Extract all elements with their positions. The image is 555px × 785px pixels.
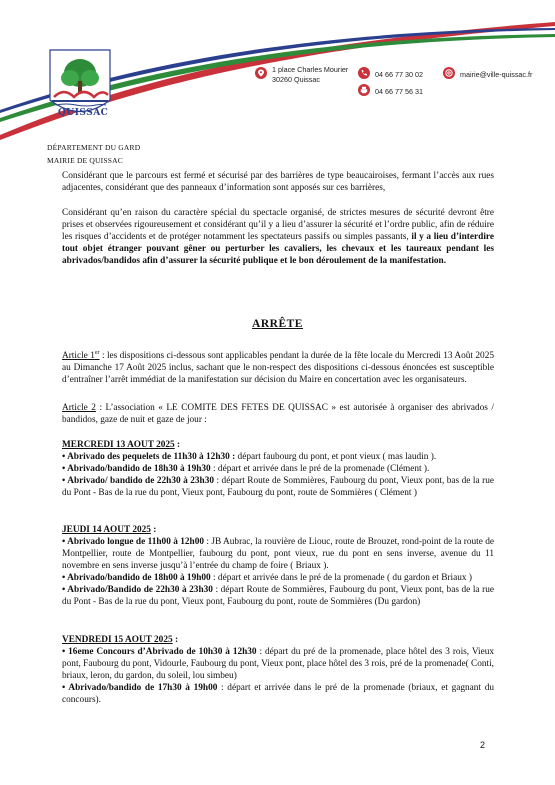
day-heading-text: MERCREDI 13 AOUT 2025 xyxy=(62,440,175,450)
phone-number: 04 66 77 30 02 xyxy=(375,70,423,79)
schedule-item-time: • Abrivado/bandido de 17h30 à 19h00 xyxy=(62,683,218,693)
arrete-title: ARRÊTE xyxy=(252,318,303,330)
schedule-item-route: départ faubourg du pont, et pont vieux ( mas laudin ). xyxy=(235,452,437,462)
schedule-item-time: • Abrivado/bandido de 18h30 à 19h30 xyxy=(62,464,211,474)
article-2 xyxy=(62,402,494,426)
schedule-item-time: • Abrivado/Bandido de 22h30 à 23h30 xyxy=(62,585,213,595)
day-section xyxy=(62,524,494,608)
location-pin-icon xyxy=(255,67,267,79)
schedule-item-route: : départ et arrivée dans le pré de la promenade (briaux, et gagnant du concours). xyxy=(62,683,494,705)
day-heading-suffix: : xyxy=(150,525,157,535)
day-heading xyxy=(62,439,494,451)
address-line-2: 30260 Quissac xyxy=(272,75,320,84)
fax-icon xyxy=(358,84,370,96)
paragraph-security xyxy=(62,207,494,267)
article-1 xyxy=(62,347,494,386)
article-1-label-text: Article 1 xyxy=(62,351,95,362)
schedule-item xyxy=(62,584,494,608)
paragraph-security-bold: il y a lieu d’interdire tout objet étranger pouvant gêner ou perturber les cavaliers, les chevaux et les taureaux pendant les abrivados/bandidos afin d’assurer la sécurité publique et le bon déroulement de la manifestation. xyxy=(62,232,494,266)
schedule-item-route: : départ Route de Sommières, Faubourg du pont, Vieux pont, bas de la rue du Pont - Bas de la rue du pont, Vieux pont, Faubourg du pont, route de Sommières (Du gardon) xyxy=(62,585,494,607)
day-heading xyxy=(62,634,494,646)
paragraph-security-text: Considérant qu’en raison du caractère spécial du spectacle organisé, de strictes mesures de sécurité devront être prises et observées rigoureusement et considérant qu’il y a lieu d’assurer la sécurité et l’ordre public, afin de réduire les risques d’accidents et de protéger notamment les spectateurs passifs ou simples passants, xyxy=(62,208,494,242)
schedule-item xyxy=(62,572,494,584)
address-line-1: 1 place Charles Mourier xyxy=(272,65,349,74)
schedule-item xyxy=(62,475,494,499)
department-label: DÉPARTEMENT DU GARD xyxy=(47,143,141,152)
day-heading xyxy=(62,524,494,536)
email-icon xyxy=(443,67,455,79)
article-2-text: : L’association « LE COMITE DES FETES DE QUISSAC » est autorisée à organiser des abrivados / bandidos, gaze de nuit et gaze de jour : xyxy=(62,403,494,425)
logo-text: QUISSAC xyxy=(58,108,109,118)
schedule-item-route: : départ Route de Sommières, Faubourg du pont, Vieux pont, bas de la rue du Pont - Bas de la rue du pont, Vieux pont, Faubourg du pont, route de Sommières ( Clément ) xyxy=(62,476,494,498)
mairie-label: MAIRIE DE QUISSAC xyxy=(47,156,123,165)
day-heading-text: JEUDI 14 AOUT 2025 xyxy=(62,525,151,535)
schedule-item-time: • Abrivado longue de 11h00 à 12h00 xyxy=(62,537,205,547)
schedule-item xyxy=(62,536,494,572)
quissac-logo xyxy=(40,45,120,130)
schedule-item xyxy=(62,463,494,475)
day-section xyxy=(62,634,494,706)
schedule-item-time: • Abrivado/ bandido de 22h30 à 23h30 xyxy=(62,476,214,486)
phone-icon xyxy=(358,67,370,79)
paragraph-barriers: Considérant que le parcours est fermé et sécurisé par des barrières de type beaucairoises, fermant l’accès aux rues adjacentes, considérant que des panneaux d’information sont apposés sur ces barrières, xyxy=(62,171,494,193)
schedule-item xyxy=(62,682,494,706)
day-heading-suffix: : xyxy=(172,635,179,645)
schedule-item-route: : départ et arrivée dans le pré de la promenade ( du gardon et Briaux ) xyxy=(210,573,472,583)
schedule-item-route: : départ du pré de la promenade, place hôtel des 3 rois, Vieux pont, Faubourg du pont, Vidourle, Faubourg du pont, Vieux pont, place hôtel des 3 rois, pré de la promenade( Conti, briaux, leron, du gardon, du soleil, lou simbeu) xyxy=(62,647,494,681)
article-2-label: Article 2 xyxy=(62,403,96,413)
schedule-item xyxy=(62,646,494,682)
article-1-sup: er xyxy=(94,350,100,356)
schedule-item-time: • 16eme Concours d’Abrivado de 10h30 à 12h30 xyxy=(62,647,257,657)
email-address: mairie@ville-quissac.fr xyxy=(460,70,533,79)
schedule-item xyxy=(62,451,494,463)
schedule-item-route: : JB Aubrac, la rouvière de Liouc, route de Brouzet, rond-point de la route de Montpellier, route de Montpellier, faubourg du pont, pont vieux, rue du pont en sens inverse, avenue du 11 novembre en sens inverse jusqu’à l’entrée du champ de foire ( Briaux ). xyxy=(62,537,494,571)
fax-number: 04 66 77 56 31 xyxy=(375,87,423,96)
day-section xyxy=(62,439,494,499)
page-number: 2 xyxy=(480,740,486,750)
schedule-item-time: • Abrivado/bandido de 18h00 à 19h00 xyxy=(62,573,211,583)
schedule-item-route: : départ et arrivée dans le pré de la promenade (Clément ). xyxy=(210,464,430,474)
schedule-item-time: • Abrivado des pequelets de 11h30 à 12h30 : xyxy=(62,452,236,462)
day-heading-suffix: : xyxy=(174,440,181,450)
article-1-text: : les dispositions ci-dessous sont applicables pendant la durée de la fête locale du Mercredi 13 Août 2025 au Dimanche 17 Août 2025 inclus, sachant que le non-respect des dispositions ci-dessous énoncées est susceptible d’entraîner l’arrêt immédiat de la manifestation sur décision du Maire en concertation avec les organisateurs. xyxy=(62,351,494,386)
day-heading-text: VENDREDI 15 AOUT 2025 xyxy=(62,635,173,645)
article-1-label xyxy=(62,351,100,361)
letterhead-banner xyxy=(0,0,555,150)
